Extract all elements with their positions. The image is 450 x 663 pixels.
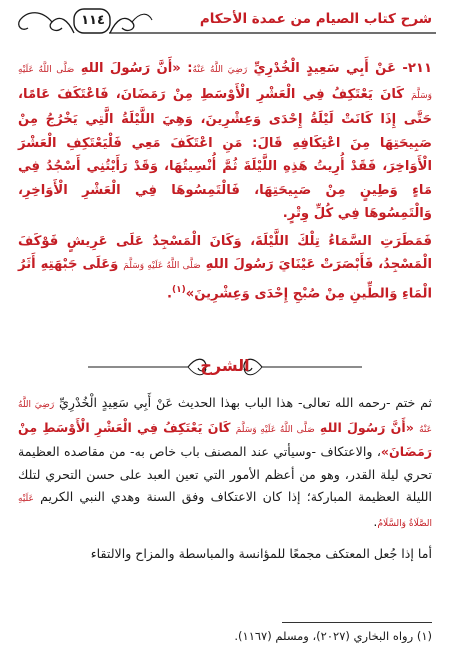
commentary-paragraph-2: أما إذا جُعل المعتكف مجمعًا للمؤانسة والمباسطة والمزاح والالتقاء [90,546,432,561]
hadith-intro: ٢١١- عَنْ أَبِي سَعِيدٍ الْخُدْرِيِّ [247,61,432,76]
honorific: صَلَّى اللَّهُ عَلَيْهِ وَسَلَّمَ [123,261,201,271]
commentary-segment: ، والاعتكاف -وسيأتي عند المصنف باب خاص به- من مقاصده العظيمة تحري ليلة القدر، وهو من أعظم الأمور التي تعين العبد على حسن التحري لتلك الليلة العظيمة المباركة؛ إذا كان الاعتكاف وفق السنة وهدي النبي الكريم [18,444,432,504]
honorific: صَلَّى اللَّهُ عَلَيْهِ وَسَلَّمَ [235,424,315,435]
hadith-text-segment: فَمَطَرَتِ السَّمَاءُ تِلْكَ اللَّيْلَةَ، وَكَانَ الْمَسْجِدُ عَلَى عَرِيشٍ فَوْكَفَ الْمَسْجِدُ، فَأَبْصَرَتْ عَيْنَايَ رَسُولَ اللهِ [18,233,433,272]
section-title: الشرح [200,356,250,375]
hadith-paragraph-2 [18,230,432,306]
honorific: رَضِيَ اللَّهُ عَنْهُ [18,400,432,435]
hadith-paragraph-1 [18,57,432,226]
hadith-text-segment: . [166,285,172,301]
honorific: رَضِيَ اللَّهُ عَنْهُ [192,65,248,75]
footnote-divider [282,622,432,623]
page-header [14,6,436,38]
footnote: (١) رواه البخاري (٢٠٢٧)، ومسلم (١١٦٧). [234,629,432,643]
honorific: صَلَّى اللَّهُ عَلَيْهِ وَسَلَّمَ [18,65,432,101]
page-number: ١١٤ [81,13,105,28]
hadith-text-segment: كَانَ يَعْتَكِفُ فِي الْعَشْرِ الْأَوْسَطِ مِنْ رَمَضَانَ، فَاعْتَكَفَ عَامًا، حَتَّى إِذَا كَانَتْ لَيْلَةُ إِحْدَى وَعِشْرِينَ، وَهِيَ اللَّيْلَةُ الَّتِي يَخْرُجُ مِنْ صَبِيحَتِهَا مِنَ اعْتِكَافِهِ قَالَ: مَنِ اعْتَكَفَ مَعِي فَلْيَعْتَكِفِ الْعَشْرَ الْأَوَاخِرَ، فَقَدْ أُرِيتُ هَذِهِ اللَّيْلَةَ ثُمَّ أُنْسِيتُهَا، وَقَدْ رَأَيْتُنِي أَسْجُدُ فِي مَاءٍ وَطِينٍ مِنْ صَبِيحَتِهَا، فَالْتَمِسُوهَا فِي الْعَشْرِ الْأَوَاخِرِ، وَالْتَمِسُوهَا فِي كُلِّ وِتْرٍ. [18,86,432,221]
quoted-hadith: كَانَ يَعْتَكِفُ فِي الْعَشْرِ الْأَوْسَطِ مِنْ رَمَضَانَ» [18,419,432,459]
section-heading [88,353,362,381]
running-title: شرح كتاب الصيام من عمدة الأحكام [199,11,432,27]
quoted-hadith: «أَنَّ رَسُولَ اللهِ [314,419,420,435]
commentary-text [18,392,432,574]
hadith-text-segment: : «أَنَّ رَسُولَ اللهِ [74,61,193,76]
honorific: عَلَيْهِ الصَّلَاةُ وَالسَّلَامُ [18,494,432,529]
hadith-text [18,57,432,309]
commentary-segment: . [373,513,378,529]
hadith-text-segment: وَعَلَى جَبْهَتِهِ أَثَرُ الْمَاءِ وَالطِّينِ مِنْ صُبْحِ إِحْدَى وَعِشْرِينَ» [18,257,432,301]
commentary-paragraph-1 [18,392,432,535]
footnote-ref[interactable]: (١) [171,284,186,295]
commentary-segment: ثم ختم -رحمه الله تعالى- هذا الباب بهذا الحديث عَنْ أَبِي سَعِيدٍ الْخُدْرِيِّ [54,395,432,410]
